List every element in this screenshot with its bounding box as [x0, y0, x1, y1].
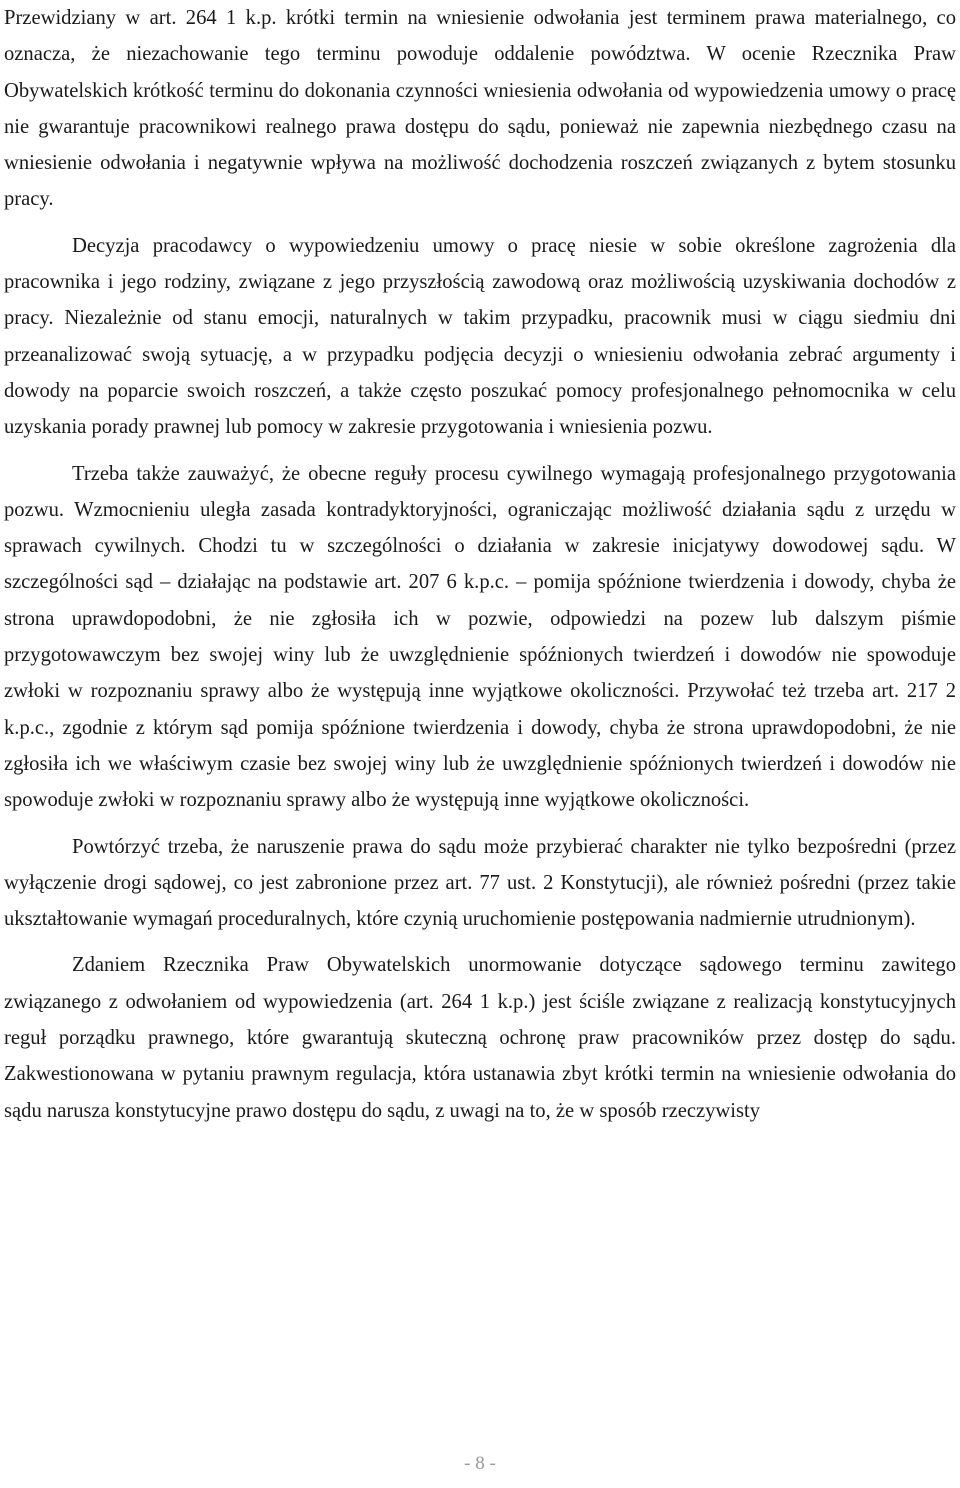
document-page	[4, 0, 956, 1129]
paragraph-2: Decyzja pracodawcy o wypowiedzeniu umowy o pracę niesie w sobie określone zagrożenia dla pracownika i jego rodziny, związane z jego przyszłością zawodową oraz możliwością uzyskiwania dochodów z pracy. Niezależnie od stanu emocji, naturalnych w takim przypadku, pracownik musi w ciągu siedmiu dni przeanalizować swoją sytuację, a w przypadku podjęcia decyzji o wniesieniu odwołania zebrać argumenty i dowody na poparcie swoich roszczeń, a także często poszukać pomocy profesjonalnego pełnomocnika w celu uzyskania porady prawnej lub pomocy w zakresie przygotowania i wniesienia pozwu.	[4, 234, 956, 439]
paragraph-5: Zdaniem Rzecznika Praw Obywatelskich unormowanie dotyczące sądowego terminu zawitego związanego z odwołaniem od wypowiedzenia (art. 264 1 k.p.) jest ściśle związane z realizacją konstytucyjnych reguł porządku prawnego, które gwarantują skuteczną ochronę praw pracowników przez dostęp do sądu. Zakwestionowana w pytaniu prawnym regulacja, która ustanawia zbyt krótki termin na wniesienie odwołania do sądu narusza konstytucyjne prawo dostępu do sądu, z uwagi na to, że w sposób rzeczywisty	[4, 954, 956, 1122]
paragraph-1: Przewidziany w art. 264 1 k.p. krótki termin na wniesienie odwołania jest terminem prawa materialnego, co oznacza, że niezachowanie tego terminu powoduje oddalenie powództwa. W ocenie Rzecznika Praw Obywatelskich krótkość terminu do dokonania czynności wniesienia odwołania od wypowiedzenia umowy o pracę nie gwarantuje pracownikowi realnego prawa dostępu do sądu, ponieważ nie zapewnia niezbędnego czasu na wniesienie odwołania i negatywnie wpływa na możliwość dochodzenia roszczeń związanych z bytem stosunku pracy.	[4, 7, 956, 211]
paragraph-3: Trzeba także zauważyć, że obecne reguły procesu cywilnego wymagają profesjonalnego przygotowania pozwu. Wzmocnieniu uległa zasada kontradyktoryjności, ograniczając możliwość działania sądu z urzędu w sprawach cywilnych. Chodzi tu w szczególności o działania w zakresie inicjatywy dowodowej sądu. W szczególności sąd – działając na podstawie art. 207 6 k.p.c. – pomija spóźnione twierdzenia i dowody, chyba że strona uprawdopodobni, że nie zgłosiła ich w pozwie, odpowiedzi na pozew lub dalszym piśmie przygotowawczym bez swojej winy lub że uwzględnienie spóźnionych twierdzeń i dowodów nie spowoduje zwłoki w rozpoznaniu sprawy albo że występują inne wyjątkowe okoliczności. Przywołać też trzeba art. 217 2 k.p.c., zgodnie z którym sąd pomija spóźnione twierdzenia i dowody, chyba że strona uprawdopodobni, że nie zgłosiła ich we właściwym czasie bez swojej winy lub że uwzględnienie spóźnionych twierdzeń i dowodów nie spowoduje zwłoki w rozpoznaniu sprawy albo że występują inne wyjątkowe okoliczności.	[4, 462, 956, 812]
page-number: - 8 -	[464, 1453, 496, 1474]
paragraph-4: Powtórzyć trzeba, że naruszenie prawa do sądu może przybierać charakter nie tylko bezpośredni (przez wyłączenie drogi sądowej, co jest zabronione przez art. 77 ust. 2 Konstytucji), ale również pośredni (przez takie ukształtowanie wymagań proceduralnych, które czynią uruchomienie postępowania nadmiernie utrudnionym).	[4, 835, 956, 931]
